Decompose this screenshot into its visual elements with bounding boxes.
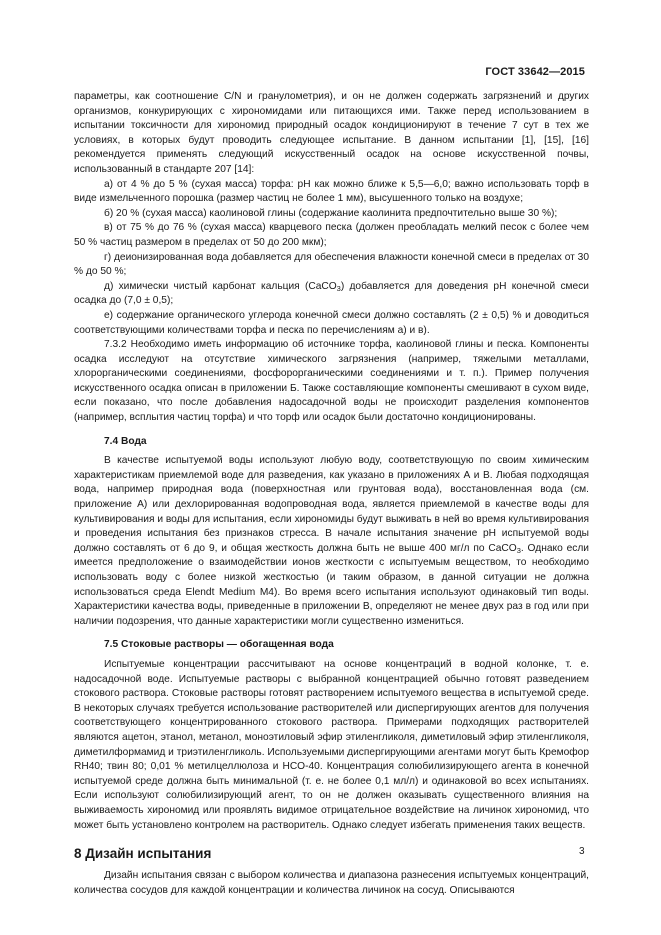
- paragraph-intro: параметры, как соотношение C/N и гранулометрия), и он не должен содержать загрязнений и других организмов, конкурирующих с хирономидами или питающихся ими. Также перед использованием в испытании токсичности для хирономид природный осадок кондиционируют в течение 7 сут в тех же условиях, в которых будут проводить следующее испытание. В данном испытании [1], [15], [16] рекомендуется применять следующий искусственный осадок на основе искусственной почвы, использованный в стандарте 207 [14]:: [74, 91, 589, 175]
- paragraph-7-4-text-end: . Однако если имеется предположение о взаимодействии ионов жесткости с испытуемым веществом, то необходимо использовать воду с более низкой жесткостью (и таким образом, в данной ситуации не должна использоваться среда Elendt Medium M4). Во время всего испытания используют одинаковый тип воды. Характеристики качества воды, приведенные в приложении В, определяют не менее двух раз в год или при наличии подозрения, что данные характеристики могли существенно измениться.: [74, 542, 589, 627]
- document-header: ГОСТ 33642—2015: [485, 66, 585, 78]
- paragraph-7-4: [74, 454, 589, 629]
- paragraph-8: Дизайн испытания связан с выбором количества и диапазона разнесения испытуемых концентраций, количества сосудов для каждой концентрации и количества личинок на сосуд. Описываются: [74, 870, 589, 896]
- page-number: 3: [579, 846, 585, 857]
- list-item-d-text: д) химически чистый карбонат кальция (CaCO: [104, 280, 337, 292]
- paragraph-7-3-2: 7.3.2 Необходимо иметь информацию об источнике торфа, каолиновой глины и песка. Компоненты осадка исследуют на отсутствие химического загрязнения (например, тяжелыми металлами, хлорорганическими соединениями, фосфорорганическими соединениями и т. п.). Пример получения искусственного осадка описан в приложении Б. Также составляющие компоненты смешивают в сухом виде, если показано, что после добавления надосадочной воды не происходит разделения компонентов (например, всплытия частиц торфа) и что торф или осадок были достаточно кондиционированы.: [74, 339, 589, 424]
- list-item-e: е) содержание органического углерода конечной смеси должно составлять (2 ± 0,5) % и доводиться соответствующими количествами торфа и песка по перечислениям а) и в).: [74, 309, 589, 336]
- list-item-g: г) деионизированная вода добавляется для обеспечения влажности конечной смеси в пределах от 30 % до 50 %;: [74, 251, 589, 278]
- list-item-a: а) от 4 % до 5 % (сухая масса) торфа: pH как можно ближе к 5,5—6,0; важно использовать торф в виде измельченного порошка (размер частиц не более 1 мм), высушенного только на воздухе;: [74, 178, 589, 205]
- list-item-v: в) от 75 % до 76 % (сухая масса) кварцевого песка (должен преобладать мелкий песок с более чем 50 % частиц размером в пределах от 50 до 200 мкм);: [74, 222, 589, 248]
- list-item-d: [74, 280, 589, 309]
- section-heading-7-5: 7.5 Стоковые растворы — обогащенная вода: [104, 639, 334, 651]
- subscript: 3: [336, 283, 341, 293]
- subscript: 3: [516, 545, 521, 555]
- paragraph-7-4-text: В качестве испытуемой воды используют любую воду, соответствующую по своим химическим характеристикам приемлемой воде для разведения, как указано в приложениях А и В. Любая подходящая вода, например природная вода (поверхностная или грунтовая вода), восстановленная вода (см. приложение А) или дехлорированная водопроводная вода, является приемлемой в качестве воды для культивирования и воды для испытания, если хирономиды будут выживать в ней во время культивирования и проведения испытания без признаков стресса. В начале испытания значение pH испытуемой воды должно составлять от 6 до 9, и общая жесткость должна быть не выше 400 мг/л по CaCO: [74, 455, 589, 554]
- paragraph-7-5: Испытуемые концентрации рассчитывают на основе концентраций в водной колонке, т. е. надосадочной воде. Испытуемые растворы с выбранной концентрацией обычно готовят разведением стокового раствора. Стоковые растворы готовят растворением испытуемого вещества в испытуемой среде. В некоторых случаях требуется использование растворителей или диспергирующих агентов для получения соответствующего концентрированного стокового раствора. Примерами подходящих растворителей являются ацетон, этанол, метанол, моноэтиловый эфир этиленгликоля, диметиловый эфир этиленгликоля, диметилформамид и триэтиленгликоль. Используемыми диспергирующими агентами могут быть Кремофор RH40; твин 80; 0,01 % метилцеллюлоза и HCO-40. Концентрация солюбилизирующего агента в конечной испытуемой среде должна быть минимальной (т. е. не более 0,1 мл/л) и одинаковой во всех испытаниях. Если используют солюбилизирующий агент, то он не должен оказывать существенного влияния на выживаемость хирономид или проявлять видимое отрицательное воздействие на личинок хирономид, что может быть установлено контролем на растворитель. Однако следует избегать применения таких веществ.: [74, 658, 589, 831]
- list-item-b: б) 20 % (сухая масса) каолиновой глины (содержание каолинита предпочтительно выше 30 %);: [104, 207, 558, 219]
- document-body: [74, 90, 589, 898]
- list-item-d-text-end: ) добавляется для доведения pH конечной смеси осадка до (7,0 ± 0,5);: [74, 280, 589, 307]
- section-heading-8: 8 Дизайн испытания: [74, 846, 212, 862]
- section-heading-7-4: 7.4 Вода: [104, 435, 147, 447]
